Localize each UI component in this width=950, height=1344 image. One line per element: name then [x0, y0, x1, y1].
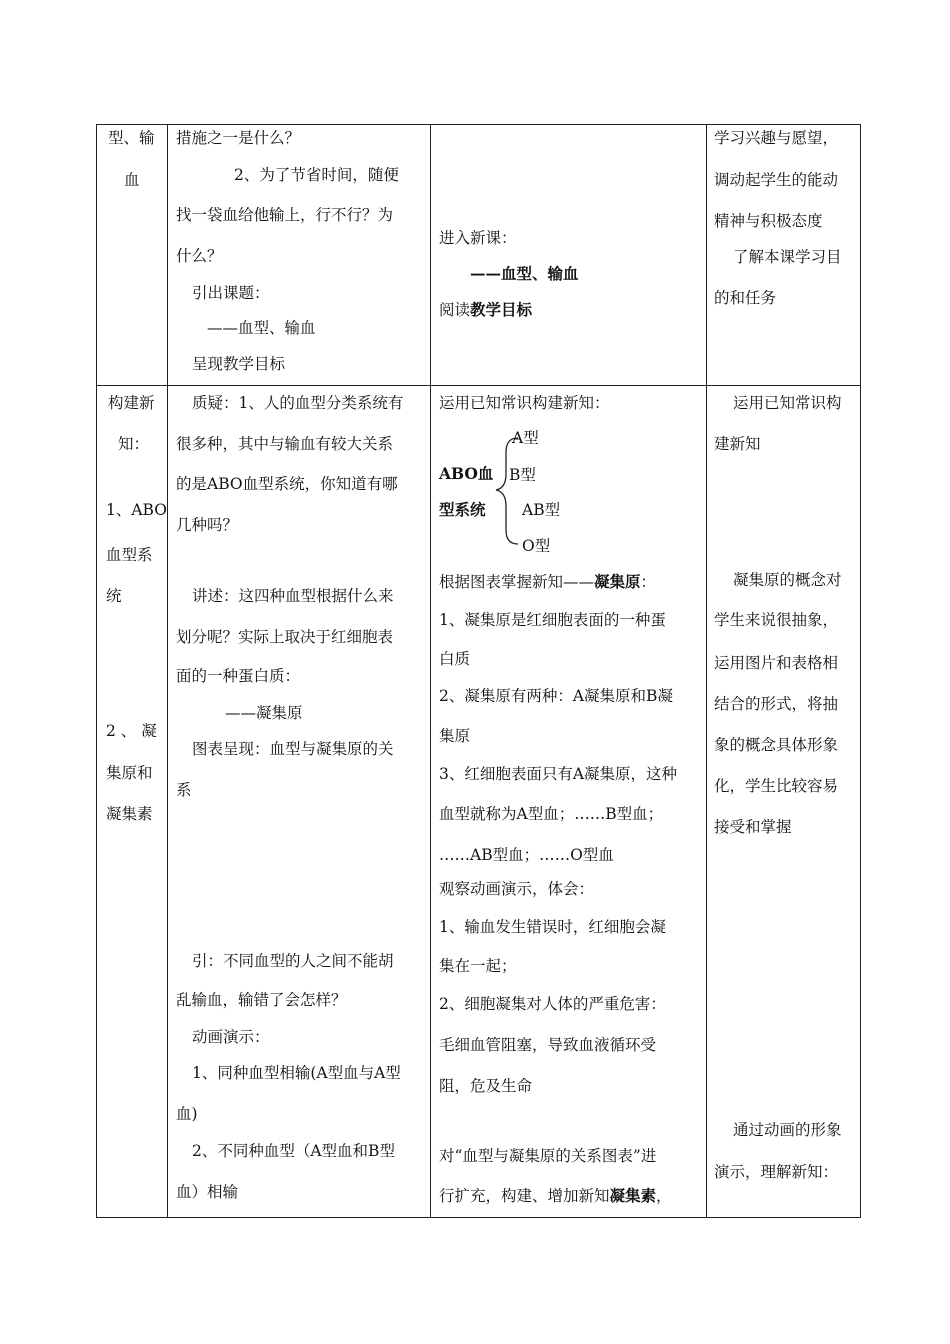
- row2-teacher-line: 很多种，其中与输血有较大关系: [176, 435, 394, 453]
- row2-topic-line: 知：: [118, 435, 150, 453]
- row1-teacher-line: 2、为了节省时间，随便: [234, 166, 399, 184]
- row2-student-line: 观察动画演示，体会：: [439, 880, 595, 898]
- row2-topic-line: 1、ABO: [106, 501, 167, 519]
- abo-system-label: 型系统: [439, 500, 486, 519]
- row2-student-line: 1、输血发生错误时，红细胞会凝: [439, 918, 666, 936]
- row2-intent-line: 象的概念具体形象: [714, 736, 839, 754]
- abo-system-label: ABO血: [439, 464, 494, 483]
- row2-teacher-line: 几种吗？: [176, 516, 239, 534]
- row2-intent-line: 结合的形式，将抽: [714, 695, 839, 713]
- row2-teacher-line: 面的一种蛋白质：: [176, 667, 301, 685]
- row1-intent-line: 了解本课学习目: [733, 248, 842, 266]
- row1-intent-line: 的和任务: [714, 289, 777, 307]
- row2-student-line: 行扩充，构建、增加新知凝集素，: [439, 1186, 672, 1205]
- blood-type-b: B型: [509, 466, 536, 484]
- row1-intent-line: 学习兴趣与愿望，: [714, 129, 839, 147]
- row2-teacher-line: 血）相输: [176, 1183, 239, 1201]
- row2-teacher-line: ——凝集原: [225, 704, 303, 722]
- row2-teacher-line: 动画演示：: [192, 1028, 270, 1046]
- row2-student-line: 对“血型与凝集原的关系图表”进: [439, 1147, 657, 1165]
- curly-brace-icon: [490, 430, 520, 550]
- row1-teacher-line: 什么？: [176, 247, 223, 265]
- row1-intent-line: 调动起学生的能动: [714, 171, 839, 189]
- column-divider: [167, 125, 168, 1217]
- row-divider: [97, 385, 860, 386]
- row2-teacher-line: 图表呈现：血型与凝集原的关: [192, 740, 394, 758]
- row2-intent-line: 通过动画的形象: [733, 1121, 842, 1139]
- blood-type-ab: AB型: [522, 501, 561, 519]
- row2-intent-line: 建新知: [714, 435, 761, 453]
- row1-student-line: 进入新课：: [439, 229, 517, 247]
- row1-teacher-line: 呈现教学目标: [192, 355, 286, 373]
- row1-student-line: ——血型、输血: [470, 264, 579, 283]
- row1-teacher-line: 引出课题：: [192, 284, 270, 302]
- row2-student-line: 1、凝集原是红细胞表面的一种蛋: [439, 611, 666, 629]
- row2-student-line: 2、凝集原有两种：A凝集原和B凝: [439, 687, 673, 705]
- row2-student-line: 阻，危及生命: [439, 1077, 533, 1095]
- row2-topic-line: 2 、 凝: [106, 722, 157, 740]
- column-divider: [706, 125, 707, 1217]
- row2-student-line: 血型就称为A型血；……B型血；: [439, 805, 664, 823]
- row2-teacher-line: 讲述：这四种血型根据什么来: [192, 587, 394, 605]
- row2-intent-line: 学生来说很抽象，: [714, 611, 839, 629]
- row2-intent-line: 凝集原的概念对: [733, 571, 842, 589]
- row2-student-line: 白质: [439, 650, 471, 668]
- row2-teacher-line: 乱输血，输错了会怎样？: [176, 991, 347, 1009]
- row2-topic-line: 集原和: [106, 764, 153, 782]
- row2-intent-line: 接受和掌握: [714, 818, 792, 836]
- row2-student-line: 2、细胞凝集对人体的严重危害：: [439, 995, 666, 1013]
- row2-intent-line: 演示，理解新知：: [714, 1163, 839, 1181]
- row1-teacher-line: ——血型、输血: [207, 319, 316, 337]
- row2-intent-line: 化，学生比较容易: [714, 777, 839, 795]
- row2-teacher-line: 质疑：1、人的血型分类系统有: [192, 394, 404, 412]
- row2-intent-line: 运用已知常识构: [733, 394, 842, 412]
- row2-student-line: 运用已知常识构建新知：: [439, 394, 610, 412]
- row2-student-line: 3、红细胞表面只有A凝集原，这种: [439, 765, 678, 783]
- row2-teacher-line: 划分呢？实际上取决于红细胞表: [176, 628, 394, 646]
- row2-topic-line: 血型系: [106, 546, 153, 564]
- blood-type-o: O型: [522, 537, 551, 555]
- row2-student-line: 集在一起；: [439, 957, 517, 975]
- column-divider: [430, 125, 431, 1217]
- row2-student-line: 毛细血管阻塞，导致血液循环受: [439, 1036, 657, 1054]
- row2-teacher-line: 引：不同血型的人之间不能胡: [192, 952, 394, 970]
- row1-teacher-line: 措施之一是什么？: [176, 129, 301, 147]
- row1-topic-line1: 型、输: [108, 129, 155, 147]
- row1-topic-line2: 血: [124, 171, 140, 189]
- row2-topic-line: 构建新: [108, 394, 155, 412]
- row2-student-line: 根据图表掌握新知——凝集原：: [439, 572, 657, 591]
- row1-teacher-line: 找一袋血给他输上，行不行？为: [176, 206, 394, 224]
- blood-type-a: A型: [512, 429, 539, 447]
- row2-teacher-line: 1、同种血型相输(A型血与A型: [192, 1064, 401, 1082]
- row2-teacher-line: 系: [176, 781, 192, 799]
- row2-student-line: ……AB型血；……O型血: [439, 846, 614, 864]
- row2-topic-line: 统: [106, 587, 122, 605]
- row2-teacher-line: 的是ABO血型系统，你知道有哪: [176, 475, 398, 493]
- row2-teacher-line: 2、不同种血型（A型血和B型: [192, 1142, 395, 1160]
- row2-intent-line: 运用图片和表格相: [714, 654, 839, 672]
- row2-topic-line: 凝集素: [106, 805, 153, 823]
- row2-teacher-line: 血): [176, 1105, 198, 1123]
- row1-student-line: 阅读教学目标: [439, 300, 533, 319]
- row1-intent-line: 精神与积极态度: [714, 212, 823, 230]
- row2-student-line: 集原: [439, 727, 471, 745]
